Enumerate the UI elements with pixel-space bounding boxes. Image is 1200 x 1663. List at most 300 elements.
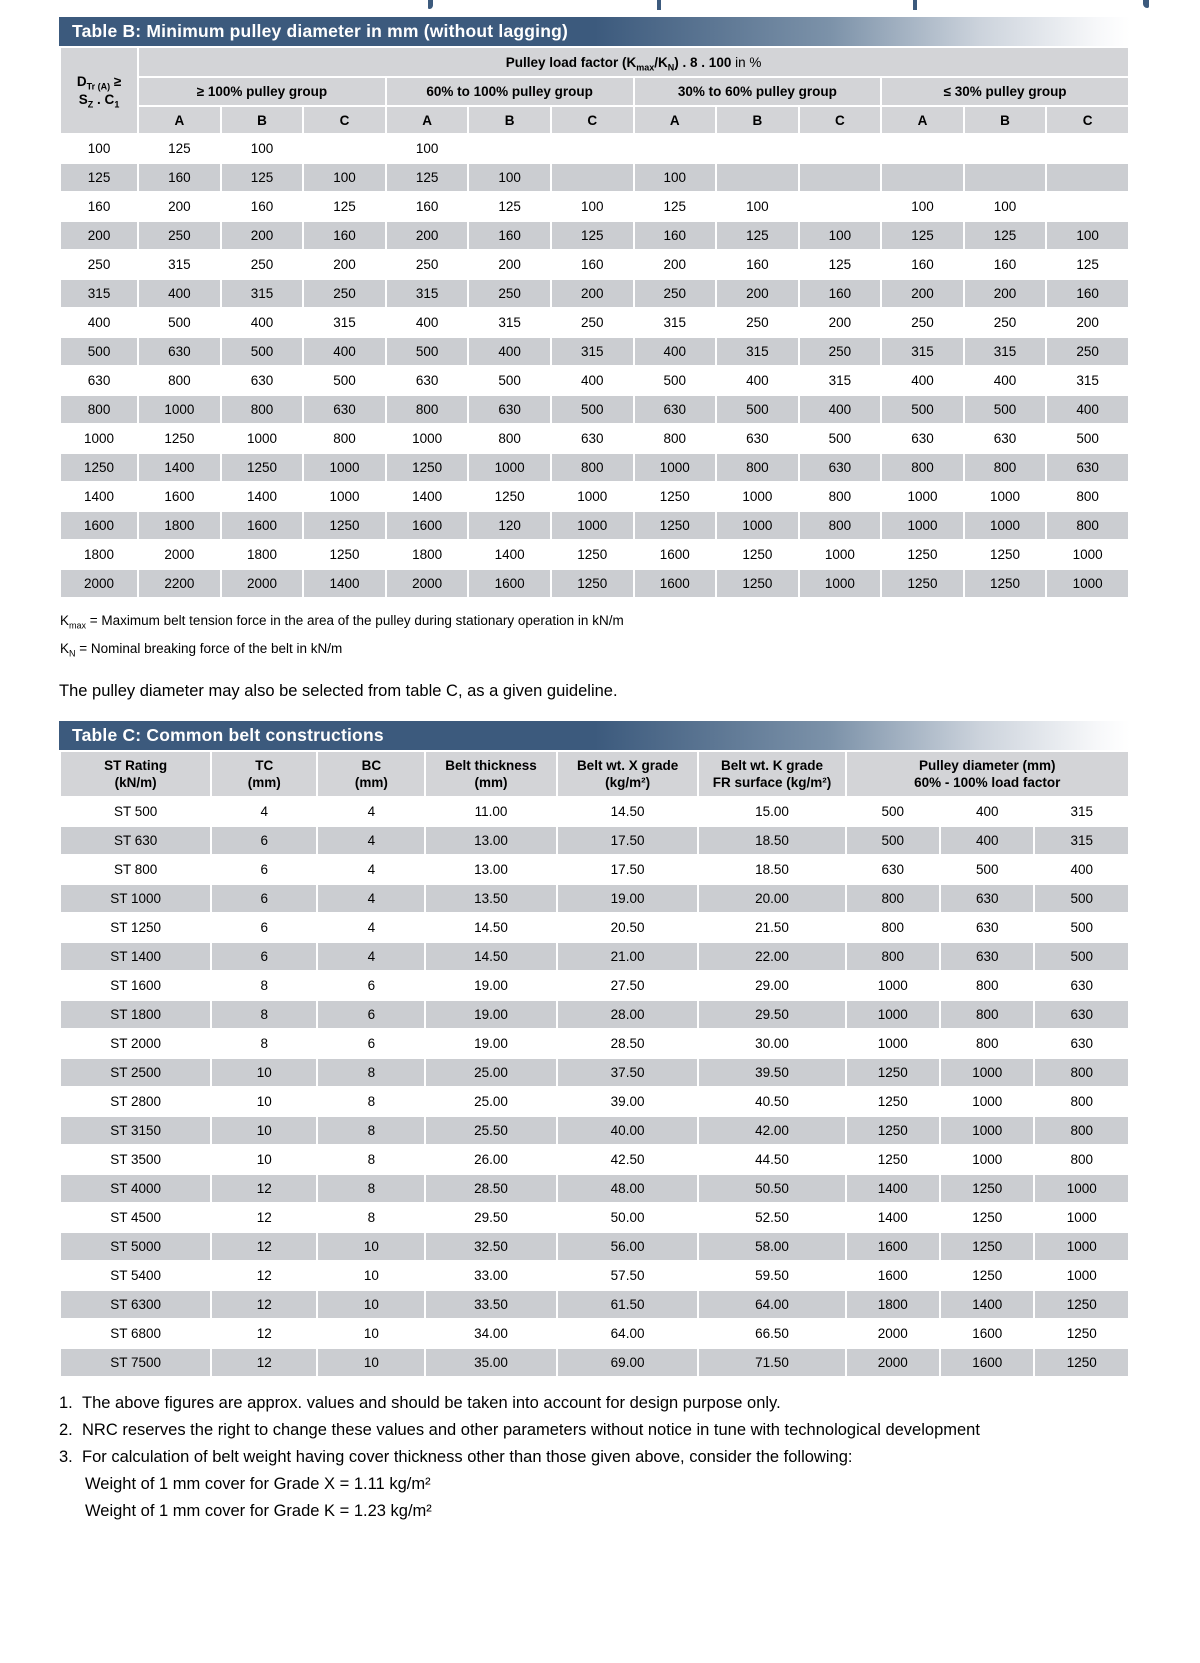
table-cell: 1000 (139, 396, 220, 423)
table-cell: 8 (318, 1059, 424, 1086)
table-cell: 1250 (717, 541, 798, 568)
table-cell: 400 (800, 396, 881, 423)
table-cell: 400 (469, 338, 550, 365)
table-cell: 10 (318, 1262, 424, 1289)
table-cell: 26.00 (426, 1146, 555, 1173)
table-cell: 800 (635, 425, 716, 452)
table-cell: 1000 (800, 541, 881, 568)
note-3: 3. For calculation of belt weight having cover thickness other than those given above, consider the following: Weight of 1 mm cover for Grade X = 1.11 kg/m² Weight of 1 mm cover for Grade K = 1.23 kg/m² (59, 1444, 1130, 1525)
table-cell: 1250 (304, 541, 385, 568)
table-row (61, 251, 1128, 278)
table-cell: 120 (469, 512, 550, 539)
table-cell: 200 (882, 280, 963, 307)
table-cell: 1250 (847, 1088, 939, 1115)
table-cell: 800 (1047, 483, 1128, 510)
table-cell (800, 164, 881, 191)
table-cell: 57.50 (558, 1262, 698, 1289)
table-cell: 10 (212, 1088, 316, 1115)
table-cell: 2000 (847, 1320, 939, 1347)
table-cell: 1800 (387, 541, 468, 568)
guideline-paragraph: The pulley diameter may also be selected from table C, as a given guideline. (59, 682, 618, 700)
table-cell: 1250 (1035, 1349, 1128, 1376)
table-cell: 1250 (304, 512, 385, 539)
table-cell: 1600 (941, 1320, 1033, 1347)
table-cell: 50.50 (699, 1175, 844, 1202)
column-header: B (469, 107, 550, 133)
table-cell: 1400 (222, 483, 303, 510)
table-cell: 125 (222, 164, 303, 191)
group-header-100: ≥ 100% pulley group (139, 78, 385, 105)
table-cell: 400 (387, 309, 468, 336)
table-cell: 44.50 (699, 1146, 844, 1173)
table-cell: 19.00 (426, 1030, 555, 1057)
table-cell: 1000 (882, 483, 963, 510)
table-cell: 315 (635, 309, 716, 336)
row-header-cell: 630 (61, 367, 137, 394)
row-header-cell: 315 (61, 280, 137, 307)
table-cell: 11.00 (426, 798, 555, 825)
table-cell: 315 (1035, 798, 1128, 825)
table-row (61, 798, 1128, 825)
table-row (61, 1117, 1128, 1144)
table-row (61, 512, 1128, 539)
table-cell (304, 135, 385, 162)
table-cell: 12 (212, 1262, 316, 1289)
table-cell: 125 (469, 193, 550, 220)
table-cell: 1600 (941, 1349, 1033, 1376)
table-cell (800, 135, 881, 162)
table-row (61, 164, 1128, 191)
table-cell: 13.50 (426, 885, 555, 912)
table-cell: 1000 (1035, 1262, 1128, 1289)
table-cell: 400 (222, 309, 303, 336)
column-header: A (139, 107, 220, 133)
table-cell: 500 (717, 396, 798, 423)
table-cell: 160 (965, 251, 1046, 278)
table-cell: 1600 (139, 483, 220, 510)
table-cell: 21.50 (699, 914, 844, 941)
table-cell: 315 (882, 338, 963, 365)
table-cell: 28.50 (426, 1175, 555, 1202)
table-cell: 8 (318, 1117, 424, 1144)
table-cell: 250 (717, 309, 798, 336)
table-cell: 400 (1035, 856, 1128, 883)
table-cell: 630 (941, 943, 1033, 970)
table-cell: 20.00 (699, 885, 844, 912)
table-row (61, 1146, 1128, 1173)
table-cell: 1250 (941, 1175, 1033, 1202)
table-cell: 315 (387, 280, 468, 307)
table-cell: 48.00 (558, 1175, 698, 1202)
table-cell: 40.50 (699, 1088, 844, 1115)
table-cell: 800 (882, 454, 963, 481)
column-header: C (304, 107, 385, 133)
table-cell: 25.00 (426, 1059, 555, 1086)
cropped-text-fragment (657, 0, 661, 10)
table-cell: 10 (212, 1059, 316, 1086)
table-cell: 1800 (222, 541, 303, 568)
table-cell: 13.00 (426, 856, 555, 883)
footnote-kmax: $K_{max}$ = Maximum belt tension force in the area of the pulley during stationary operation in kN/m (60, 613, 624, 631)
table-row (61, 454, 1128, 481)
table-cell: 160 (882, 251, 963, 278)
table-cell: 1000 (469, 454, 550, 481)
table-cell: 1000 (717, 512, 798, 539)
table-row (61, 1175, 1128, 1202)
table-cell: 630 (304, 396, 385, 423)
column-header: B (222, 107, 303, 133)
row-header-cell: ST 1800 (61, 1001, 210, 1028)
table-cell: 1250 (941, 1262, 1033, 1289)
table-cell: 500 (1035, 943, 1128, 970)
table-cell: 34.00 (426, 1320, 555, 1347)
table-cell: 2000 (222, 570, 303, 597)
table-row (61, 885, 1128, 912)
table-cell: 160 (469, 222, 550, 249)
table-row (61, 827, 1128, 854)
table-cell: 17.50 (558, 827, 698, 854)
table-cell: 1000 (717, 483, 798, 510)
table-cell: 1250 (882, 541, 963, 568)
row-header-cell: ST 6800 (61, 1320, 210, 1347)
table-cell: 14.50 (426, 943, 555, 970)
row-header-cell: ST 630 (61, 827, 210, 854)
table-cell: 160 (304, 222, 385, 249)
table-cell: 160 (717, 251, 798, 278)
table-cell: 1250 (222, 454, 303, 481)
table-row (61, 280, 1128, 307)
table-cell: 58.00 (699, 1233, 844, 1260)
table-cell: 56.00 (558, 1233, 698, 1260)
group-header-30: ≤ 30% pulley group (882, 78, 1128, 105)
table-cell: 1400 (847, 1204, 939, 1231)
table-cell: 1250 (635, 483, 716, 510)
table-cell: 400 (1047, 396, 1128, 423)
table-cell: 315 (552, 338, 633, 365)
table-row (61, 1291, 1128, 1318)
table-cell: 1000 (847, 1001, 939, 1028)
table-cell: 160 (139, 164, 220, 191)
table-cell: 29.00 (699, 972, 844, 999)
table-cell: 125 (717, 222, 798, 249)
row-header-cell: ST 5000 (61, 1233, 210, 1260)
table-cell: 315 (469, 309, 550, 336)
table-cell: 19.00 (558, 885, 698, 912)
table-cell: 12 (212, 1175, 316, 1202)
table-cell (717, 135, 798, 162)
table-cell (635, 135, 716, 162)
table-cell: 4 (318, 943, 424, 970)
table-row (61, 309, 1128, 336)
table-cell: 12 (212, 1291, 316, 1318)
row-header-cell: ST 4500 (61, 1204, 210, 1231)
table-cell: 4 (318, 798, 424, 825)
table-cell: 20.50 (558, 914, 698, 941)
table-cell: 160 (552, 251, 633, 278)
table-cell: 100 (222, 135, 303, 162)
table-cell: 64.00 (699, 1291, 844, 1318)
table-cell: 500 (847, 798, 939, 825)
table-b-header (61, 48, 1128, 133)
table-cell: 8 (212, 1030, 316, 1057)
table-cell: 22.00 (699, 943, 844, 970)
table-cell: 100 (882, 193, 963, 220)
table-cell: 1250 (941, 1233, 1033, 1260)
note-2: 2. NRC reserves the right to change these values and other parameters without notice in tune with technological development (59, 1421, 980, 1439)
table-cell: 100 (635, 164, 716, 191)
table-cell: 1250 (552, 541, 633, 568)
table-cell: 17.50 (558, 856, 698, 883)
table-cell: 200 (965, 280, 1046, 307)
table-cell: 8 (318, 1088, 424, 1115)
table-cell: 4 (318, 914, 424, 941)
table-cell: 33.50 (426, 1291, 555, 1318)
table-cell: 1600 (469, 570, 550, 597)
table-cell: 125 (552, 222, 633, 249)
table-cell: 30.00 (699, 1030, 844, 1057)
table-cell: 500 (941, 856, 1033, 883)
cropped-text-fragment (1143, 0, 1149, 8)
table-cell: 630 (1035, 1030, 1128, 1057)
table-cell: 200 (139, 193, 220, 220)
group-header-60-100: 60% to 100% pulley group (387, 78, 633, 105)
table-cell: 800 (941, 1030, 1033, 1057)
table-cell: 160 (800, 280, 881, 307)
table-cell: 630 (941, 885, 1033, 912)
table-cell (800, 193, 881, 220)
table-cell: 66.50 (699, 1320, 844, 1347)
table-cell: 10 (318, 1349, 424, 1376)
table-cell: 800 (304, 425, 385, 452)
table-cell: 1600 (222, 512, 303, 539)
row-header-cell: 250 (61, 251, 137, 278)
table-cell: 1000 (847, 1030, 939, 1057)
table-row (61, 914, 1128, 941)
notes-list (59, 1390, 1130, 1525)
table-cell: 8 (318, 1146, 424, 1173)
row-header-cell: ST 5400 (61, 1262, 210, 1289)
table-cell: 15.00 (699, 798, 844, 825)
table-cell: 1400 (941, 1291, 1033, 1318)
table-cell: 125 (882, 222, 963, 249)
column-header-belt-wt-x: Belt wt. X grade (kg/m²) (558, 752, 698, 796)
table-cell: 35.00 (426, 1349, 555, 1376)
table-b-body (61, 135, 1128, 597)
row-header-cell: ST 500 (61, 798, 210, 825)
table-cell: 6 (318, 1030, 424, 1057)
row-header-cell: ST 4000 (61, 1175, 210, 1202)
table-cell: 1000 (1047, 570, 1128, 597)
table-cell: 1000 (965, 512, 1046, 539)
column-header-st-rating: ST Rating (kN/m) (61, 752, 210, 796)
cropped-text-fragment (428, 0, 433, 9)
column-header-tc: TC (mm) (212, 752, 316, 796)
table-cell: 400 (552, 367, 633, 394)
table-cell: 125 (635, 193, 716, 220)
table-cell: 1600 (635, 570, 716, 597)
table-cell: 13.00 (426, 827, 555, 854)
row-header-cell: 1600 (61, 512, 137, 539)
table-cell: 10 (318, 1320, 424, 1347)
table-cell: 800 (847, 943, 939, 970)
table-cell: 1400 (387, 483, 468, 510)
row-header-cell: ST 2500 (61, 1059, 210, 1086)
table-cell: 315 (222, 280, 303, 307)
table-cell: 2200 (139, 570, 220, 597)
column-header: A (387, 107, 468, 133)
table-cell: 14.50 (558, 798, 698, 825)
table-cell: 800 (222, 396, 303, 423)
table-cell: 800 (717, 454, 798, 481)
table-cell: 10 (212, 1117, 316, 1144)
table-cell: 1250 (847, 1146, 939, 1173)
table-cell: 28.50 (558, 1030, 698, 1057)
table-cell: 125 (800, 251, 881, 278)
table-cell: 315 (1047, 367, 1128, 394)
row-header-cell: ST 3150 (61, 1117, 210, 1144)
table-cell: 630 (800, 454, 881, 481)
note-3-grade-x: Weight of 1 mm cover for Grade X = 1.11 kg/m² (85, 1475, 431, 1493)
table-cell: 1800 (139, 512, 220, 539)
table-cell: 200 (717, 280, 798, 307)
table-cell: 1250 (847, 1117, 939, 1144)
table-cell: 125 (387, 164, 468, 191)
table-cell (552, 164, 633, 191)
table-cell: 630 (965, 425, 1046, 452)
table-cell: 1000 (941, 1088, 1033, 1115)
table-cell: 1800 (847, 1291, 939, 1318)
table-row (61, 135, 1128, 162)
table-cell: 100 (387, 135, 468, 162)
table-cell: 1250 (387, 454, 468, 481)
table-cell: 1000 (1035, 1175, 1128, 1202)
table-c-body (61, 798, 1128, 1376)
table-cell: 1400 (139, 454, 220, 481)
table-cell: 21.00 (558, 943, 698, 970)
table-cell: 500 (635, 367, 716, 394)
table-cell (1047, 135, 1128, 162)
table-cell: 400 (139, 280, 220, 307)
row-header-cell: 2000 (61, 570, 137, 597)
table-row (61, 483, 1128, 510)
table-cell: 1250 (965, 541, 1046, 568)
table-cell: 800 (847, 914, 939, 941)
table-cell: 315 (965, 338, 1046, 365)
column-header: B (717, 107, 798, 133)
table-cell: 12 (212, 1349, 316, 1376)
table-cell: 42.00 (699, 1117, 844, 1144)
table-cell: 500 (847, 827, 939, 854)
table-cell: 500 (222, 338, 303, 365)
table-cell: 1000 (304, 483, 385, 510)
row-header-cell: ST 1250 (61, 914, 210, 941)
table-cell: 40.00 (558, 1117, 698, 1144)
table-cell: 6 (212, 827, 316, 854)
table-cell: 6 (212, 914, 316, 941)
table-row (61, 222, 1128, 249)
column-header-bc: BC (mm) (318, 752, 424, 796)
table-cell: 800 (1035, 1146, 1128, 1173)
column-header: C (800, 107, 881, 133)
table-cell: 1600 (847, 1233, 939, 1260)
table-cell: 250 (139, 222, 220, 249)
table-cell: 2000 (387, 570, 468, 597)
table-cell: 6 (212, 885, 316, 912)
table-cell: 10 (318, 1233, 424, 1260)
note-1: 1. The above figures are approx. values and should be taken into account for design purpose only. (59, 1394, 781, 1412)
table-cell: 200 (635, 251, 716, 278)
table-cell: 630 (717, 425, 798, 452)
table-cell: 1250 (635, 512, 716, 539)
table-cell (1047, 164, 1128, 191)
table-row (61, 943, 1128, 970)
table-cell: 6 (318, 972, 424, 999)
table-cell: 42.50 (558, 1146, 698, 1173)
table-row (61, 1030, 1128, 1057)
table-cell: 2000 (139, 541, 220, 568)
table-cell: 6 (318, 1001, 424, 1028)
table-cell: 125 (139, 135, 220, 162)
table-cell: 800 (1035, 1088, 1128, 1115)
table-c (59, 750, 1130, 1378)
table-cell: 250 (469, 280, 550, 307)
row-header-cell: ST 6300 (61, 1291, 210, 1318)
table-cell: 400 (965, 367, 1046, 394)
table-cell: 4 (318, 885, 424, 912)
table-cell: 125 (965, 222, 1046, 249)
table-cell (882, 135, 963, 162)
row-header-cell: ST 1600 (61, 972, 210, 999)
row-header-cell: 500 (61, 338, 137, 365)
table-cell: 250 (800, 338, 881, 365)
table-cell: 100 (800, 222, 881, 249)
table-cell: 160 (1047, 280, 1128, 307)
table-cell: 400 (717, 367, 798, 394)
table-cell: 1250 (717, 570, 798, 597)
table-cell: 400 (635, 338, 716, 365)
table-cell: 800 (469, 425, 550, 452)
table-row (61, 570, 1128, 597)
table-cell: 14.50 (426, 914, 555, 941)
table-cell: 315 (800, 367, 881, 394)
table-cell (552, 135, 633, 162)
table-cell: 100 (304, 164, 385, 191)
table-cell: 200 (1047, 309, 1128, 336)
table-row (61, 1059, 1128, 1086)
table-cell: 59.50 (699, 1262, 844, 1289)
table-cell: 37.50 (558, 1059, 698, 1086)
row-header-cell: ST 2800 (61, 1088, 210, 1115)
table-cell: 500 (800, 425, 881, 452)
row-header-cell: 100 (61, 135, 137, 162)
table-cell: 800 (941, 972, 1033, 999)
row-header-cell: ST 2000 (61, 1030, 210, 1057)
table-cell: 1250 (552, 570, 633, 597)
column-header: B (965, 107, 1046, 133)
cropped-text-fragment (913, 0, 917, 10)
table-cell (1047, 193, 1128, 220)
row-header-cell: 800 (61, 396, 137, 423)
table-cell: 1250 (469, 483, 550, 510)
table-cell: 800 (387, 396, 468, 423)
table-cell: 1250 (1035, 1291, 1128, 1318)
table-cell: 100 (1047, 222, 1128, 249)
table-cell: 1600 (847, 1262, 939, 1289)
table-cell: 100 (469, 164, 550, 191)
table-c-header (61, 752, 1128, 796)
table-cell: 200 (222, 222, 303, 249)
table-cell: 1000 (1035, 1204, 1128, 1231)
